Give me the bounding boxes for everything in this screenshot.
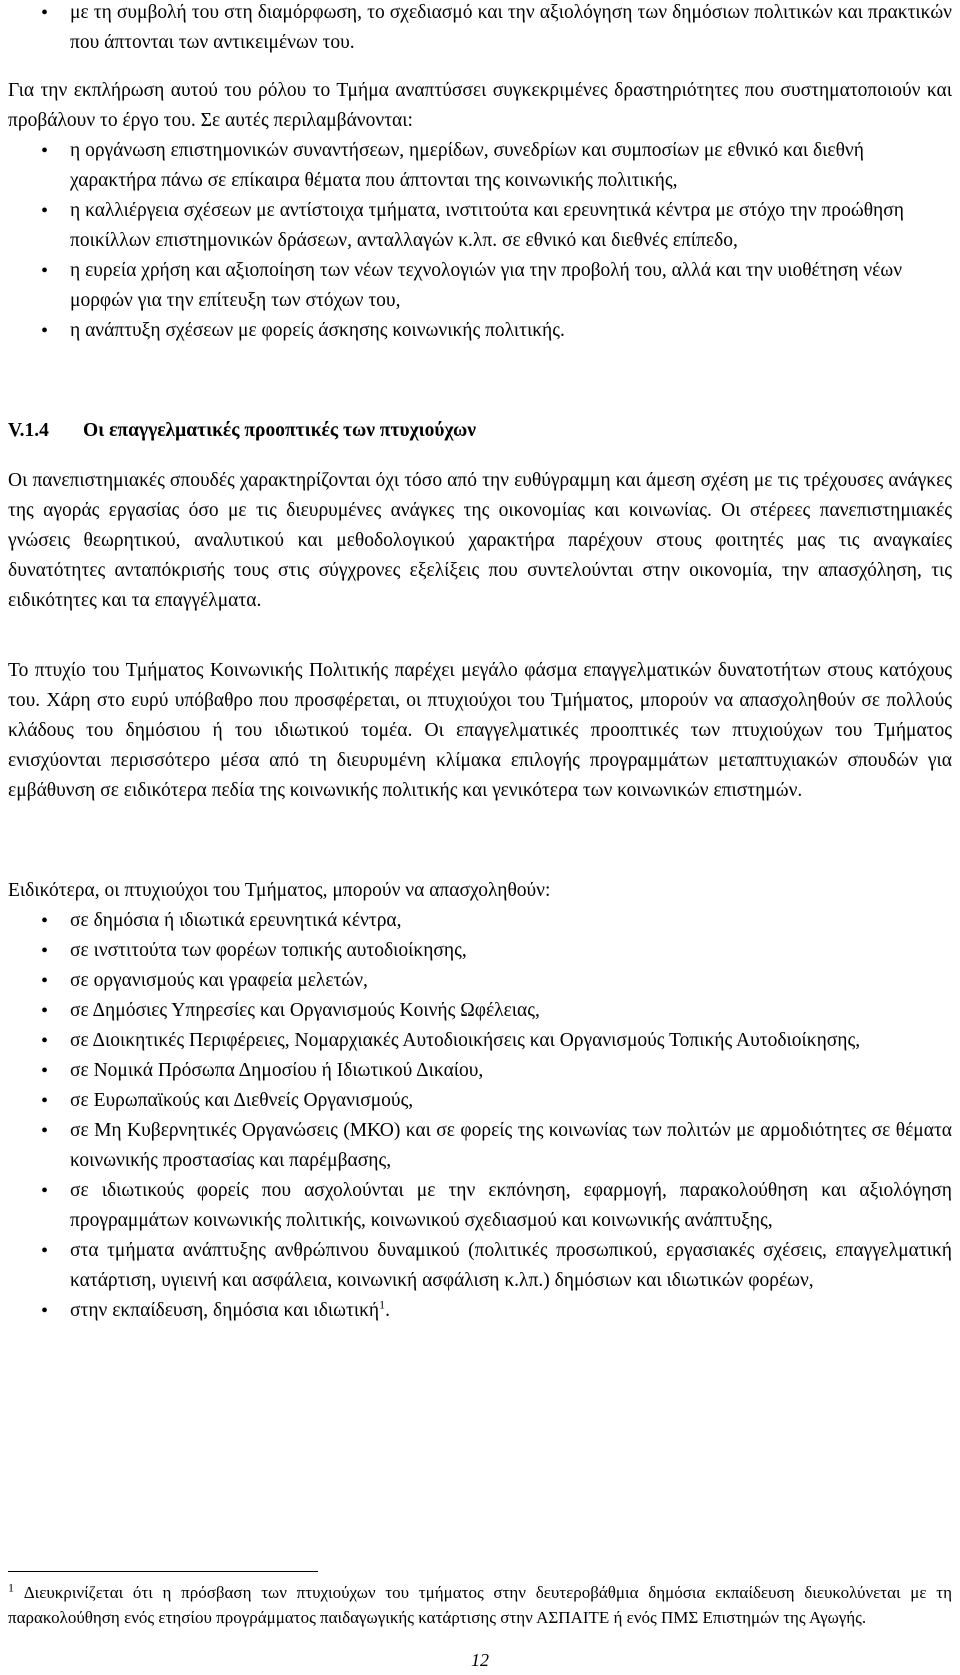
employment-last-end: . (385, 1300, 390, 1321)
employment-item: • σε Διοικητικές Περιφέρειες, Νομαρχιακές Αυτοδιοικήσεις και Οργανισμούς Τοπικής Αυτοδιοίκησης, (8, 1026, 952, 1056)
paragraph-2: Το πτυχίο του Τμήματος Κοινωνικής Πολιτικής παρέχει μεγάλο φάσμα επαγγελματικών δυνατοτήτων στους κατόχους του. Χάρη στο ευρύ υπόβαθρο που προσφέρεται, οι πτυχιούχοι του Τμήματος, μπορούν να απασχοληθούν σε πολλούς κλάδους του δημόσιου ή του ιδιωτικού τομέα. Οι επαγγελματικές προοπτικές των πτυχιούχων του Τμήματος ενισχύονται περισσότερο μέσα από τη διευρυμένη κλίμακα επιλογής προγραμμάτων μεταπτυχιακών σπουδών για εμβάθυνση σε ειδικότερα πεδία της κοινωνικής πολιτικής και γενικότερα των κοινωνικών επιστημών. (8, 660, 952, 801)
paragraph-1: Οι πανεπιστημιακές σπουδές χαρακτηρίζονται όχι τόσο από την ευθύγραμμη και άμεση σχέση με τις τρέχουσες ανάγκες της αγοράς εργασίας όσο με τις διευρυμένες ανάγκες της οικονομίας και κοινωνίας. Οι στέρεες πανεπιστημιακές γνώσεις θεωρητικού, αναλυτικού και μεθοδολογικού χαρακτήρα παρέχουν στους φοιτητές μας τις αναγκαίες δυνατότητες ανταπόκρισής τους στις σύγχρονες εξελίξεις που συντελούνται στην οικονομία, την απασχόληση, τις ειδικότητες και τα επαγγέλματα. (8, 470, 952, 611)
activity-item: • η οργάνωση επιστημονικών συναντήσεων, ημερίδων, συνεδρίων και συμποσίων με εθνικό και διεθνή χαρακτήρα πάνω σε επίκαιρα θέματα που άπτονται της κοινωνικής πολιτικής, (8, 136, 952, 196)
footnote-marker: 1 (8, 1580, 14, 1595)
paragraph-1-block (8, 466, 952, 616)
employment-item: • σε Ευρωπαϊκούς και Διεθνείς Οργανισμούς, (8, 1086, 952, 1116)
section-number: V.1.4 (8, 420, 49, 441)
paragraph-2-block (8, 656, 952, 806)
activities-list (8, 136, 952, 346)
section-heading (8, 416, 952, 446)
employment-item: • σε ινστιτούτα των φορέων τοπικής αυτοδιοίκησης, (8, 936, 952, 966)
footnote-separator (8, 1571, 318, 1572)
employment-intro: Ειδικότερα, οι πτυχιούχοι του Τμήματος, μπορούν να απασχοληθούν: (8, 880, 551, 901)
employment-last-text: στην εκπαίδευση, δημόσια και ιδιωτική (70, 1300, 380, 1321)
intro-block (8, 76, 952, 346)
top-bullet-item: • με τη συμβολή του στη διαμόρφωση, το σχεδιασμό και την αξιολόγηση των δημόσιων πολιτικών και πρακτικών που άπτονται των αντικειμένων του. (8, 0, 952, 58)
page-number: 12 (471, 1650, 489, 1670)
employment-item: • στα τμήματα ανάπτυξης ανθρώπινου δυναμικού (πολιτικές προσωπικού, εργασιακές σχέσεις, επαγγελματική κατάρτιση, υγιεινή και ασφάλεια, κοινωνική ασφάλιση κ.λπ.) δημόσιων και ιδιωτικών φορέων, (8, 1236, 952, 1296)
employment-list (8, 906, 952, 1326)
top-bullet-block (8, 0, 952, 58)
activity-item: • η καλλιέργεια σχέσεων με αντίστοιχα τμήματα, ινστιτούτα και ερευνητικά κέντρα με στόχο την προώθηση ποικίλλων επιστημονικών δράσεων, ανταλλαγών κ.λπ. σε εθνικό και διεθνές επίπεδο, (8, 196, 952, 256)
employment-item: • σε Μη Κυβερνητικές Οργανώσεις (ΜΚΟ) και σε φορείς της κοινωνίας των πολιτών με αρμοδιότητες σε θέματα κοινωνικής προστασίας και παρέμβασης, (8, 1116, 952, 1176)
footnote-text: Διευκρινίζεται ότι η πρόσβαση των πτυχιούχων του τμήματος στην δευτεροβάθμια δημόσια εκπαίδευση διευκολύνεται με τη παρακολούθηση ενός ετησίου προγράμματος παιδαγωγικής κατάρτισης στην ΑΣΠΑΙΤΕ ή ενός ΠΜΣ Επιστημών της Αγωγής. (8, 1583, 953, 1627)
footnote-reference: 1 (379, 1297, 386, 1312)
employment-item: • σε Νομικά Πρόσωπα Δημοσίου ή Ιδιωτικού Δικαίου, (8, 1056, 952, 1086)
top-bullet-list (8, 0, 952, 58)
activity-item: • η ευρεία χρήση και αξιοποίηση των νέων τεχνολογιών για την προβολή του, αλλά και την υιοθέτηση νέων μορφών για την επίτευξη των στόχων του, (8, 256, 952, 316)
employment-block (8, 876, 952, 1326)
section-title: Οι επαγγελματικές προοπτικές των πτυχιούχων (83, 420, 476, 441)
employment-item-last (8, 1296, 952, 1326)
activity-item: • η ανάπτυξη σχέσεων με φορείς άσκησης κοινωνικής πολιτικής. (8, 316, 952, 346)
employment-item: • σε οργανισμούς και γραφεία μελετών, (8, 966, 952, 996)
intro-paragraph: Για την εκπλήρωση αυτού του ρόλου το Τμήμα αναπτύσσει συγκεκριμένες δραστηριότητες που συστηματοποιούν και προβάλουν το έργο του. Σε αυτές περιλαμβάνονται: (8, 80, 952, 131)
employment-item: • σε Δημόσιες Υπηρεσίες και Οργανισμούς Κοινής Ωφέλειας, (8, 996, 952, 1026)
footnote (8, 1580, 952, 1630)
employment-item: • σε δημόσια ή ιδιωτικά ερευνητικά κέντρα, (8, 906, 952, 936)
employment-item: • σε ιδιωτικούς φορείς που ασχολούνται με την εκπόνηση, εφαρμογή, παρακολούθηση και αξιολόγηση προγραμμάτων κοινωνικής πολιτικής, κοινωνικού σχεδιασμού και κοινωνικής ανάπτυξης, (8, 1176, 952, 1236)
